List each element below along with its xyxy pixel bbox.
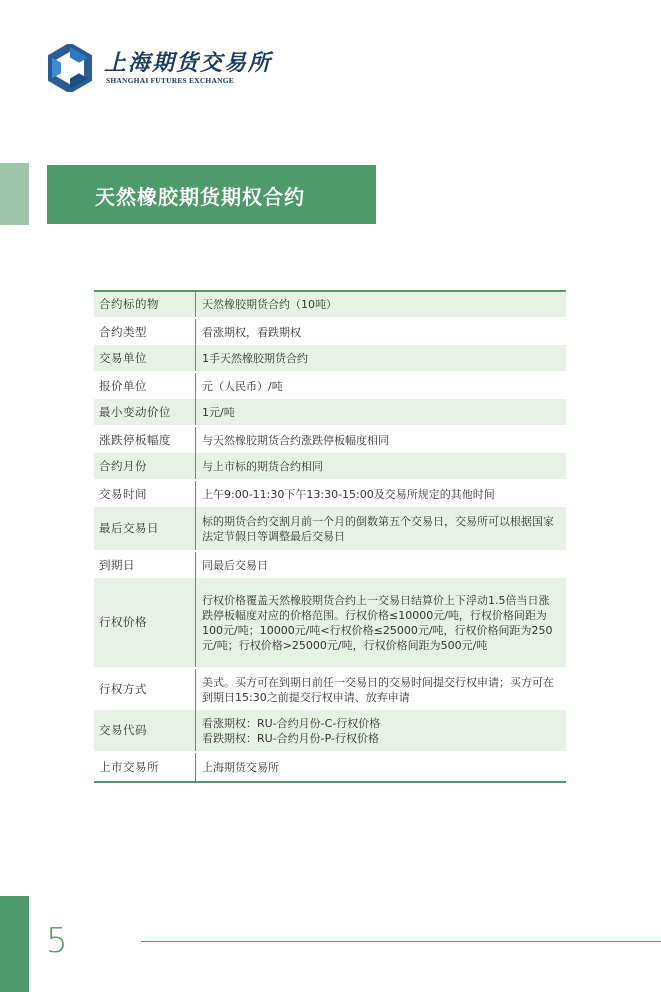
table-row	[94, 399, 566, 426]
row-key: 报价单位	[94, 372, 196, 399]
row-key: 合约月份	[94, 453, 196, 480]
table-row	[94, 668, 566, 710]
row-key: 到期日	[94, 551, 196, 578]
row-value: 1元/吨	[196, 399, 567, 426]
table-row	[94, 345, 566, 372]
row-value: 看涨期权，看跌期权	[202, 325, 301, 339]
row-key: 最小变动价位	[94, 399, 196, 426]
table-row	[94, 291, 566, 318]
table-row	[94, 318, 566, 345]
row-value: 与上市标的期货合约相同	[196, 453, 567, 480]
footer-divider	[141, 941, 661, 942]
row-value: 与天然橡胶期货合约涨跌停板幅度相同	[202, 433, 389, 447]
row-value: 上午9:00-11:30下午13:30-15:00及交易所规定的其他时间	[202, 487, 495, 501]
row-key: 交易时间	[94, 480, 196, 507]
logo-english-name: SHANGHAI FUTURES EXCHANGE	[106, 76, 234, 85]
row-key: 涨跌停板幅度	[94, 426, 196, 453]
row-value: 上海期货交易所	[202, 760, 279, 774]
row-key: 最后交易日	[94, 507, 196, 551]
table-row	[94, 372, 566, 399]
page-number: 5	[46, 921, 68, 961]
page-title: 天然橡胶期货期权合约	[95, 185, 305, 209]
row-key: 行权方式	[94, 668, 196, 710]
row-value: 美式。买方可在到期日前任一交易日的交易时间提交行权申请；买方可在到期日15:30之前提交行权申请、放弃申请	[202, 675, 554, 704]
row-value: 同最后交易日	[202, 558, 268, 572]
table-row	[94, 453, 566, 480]
call-code-line: 看涨期权：RU-合约月份-C-行权价格	[202, 716, 381, 730]
row-key: 交易单位	[94, 345, 196, 372]
table-row	[94, 551, 566, 578]
row-value: 行权价格覆盖天然橡胶期货合约上一交易日结算价上下浮动1.5倍当日涨跌停板幅度对应的价格范围。行权价格≤10000元/吨，行权价格间距为100元/吨；10000元/吨<行权价格≤25000元/吨，行权价格间距为250元/吨；行权价格>25000元/吨，行权价格间距为500元/吨	[196, 578, 567, 668]
row-key: 合约标的物	[94, 291, 196, 318]
row-key: 交易代码	[94, 710, 196, 752]
table-row	[94, 480, 566, 507]
side-accent-top	[0, 163, 29, 225]
put-code-line: 看跌期权：RU-合约月份-P-行权价格	[202, 731, 379, 745]
row-value: 标的期货合约交割月前一个月的倒数第五个交易日，交易所可以根据国家法定节假日等调整最后交易日	[196, 507, 567, 551]
row-key: 行权价格	[94, 578, 196, 668]
side-accent-bottom	[0, 896, 29, 992]
row-key: 上市交易所	[94, 752, 196, 782]
row-value	[196, 710, 567, 752]
row-value: 元（人民币）/吨	[202, 379, 283, 393]
table-row	[94, 426, 566, 453]
contract-spec-table	[94, 290, 566, 783]
row-value: 天然橡胶期货合约（10吨）	[196, 291, 567, 318]
hexagon-logo-icon	[46, 44, 94, 92]
table-row	[94, 578, 566, 668]
logo-chinese-name: 上海期货交易所	[104, 50, 273, 76]
table-row	[94, 507, 566, 551]
table-row	[94, 710, 566, 752]
title-banner	[47, 165, 376, 224]
row-value: 1手天然橡胶期货合约	[196, 345, 567, 372]
table-row	[94, 752, 566, 782]
row-key: 合约类型	[94, 318, 196, 345]
